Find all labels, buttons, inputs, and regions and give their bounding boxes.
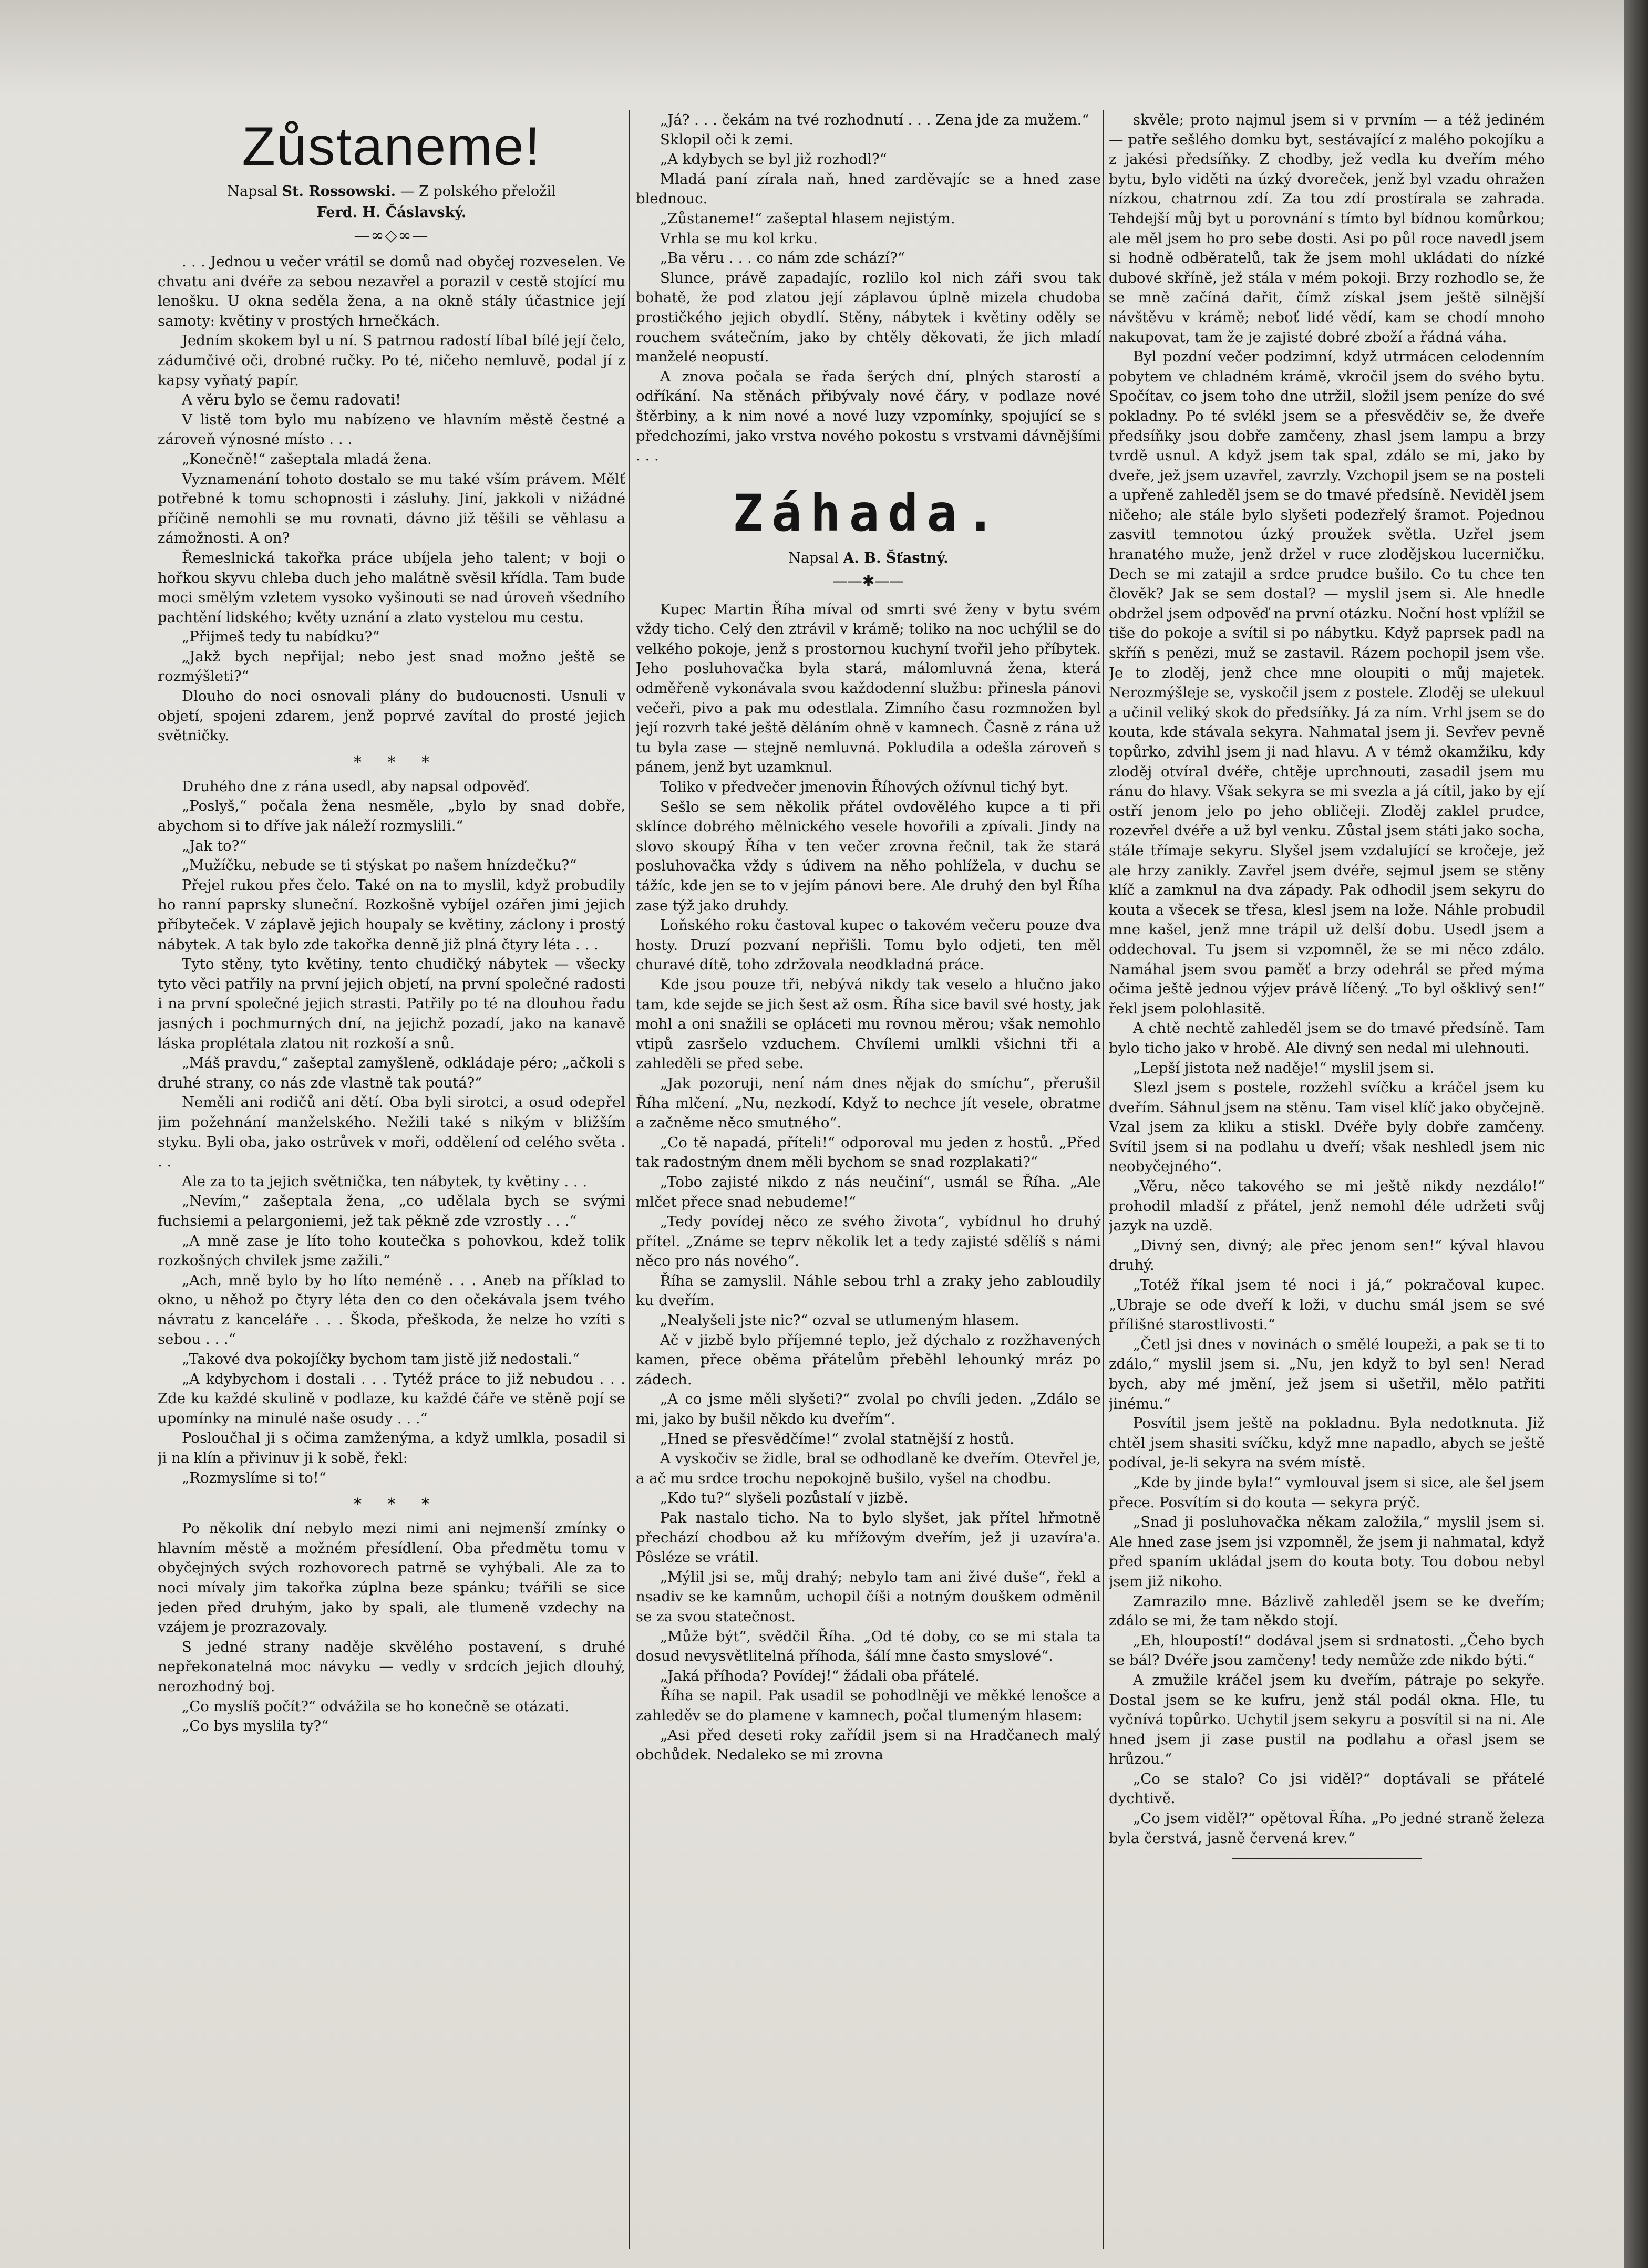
paragraph: „Máš pravdu,“ zašeptal zamyšleně, odkládaje péro; „ačkoli s druhé strany, co nás zde vlastně tak poutá?“ bbox=[158, 1054, 625, 1091]
column-3 bbox=[1109, 110, 1545, 2249]
paragraph: „Mužíčku, nebude se ti stýskat po našem hnízdečku?“ bbox=[182, 857, 577, 874]
story-text bbox=[158, 1519, 625, 1736]
byline-middle: — Z polského přeložil bbox=[400, 183, 556, 200]
section-break-stars: * * * bbox=[353, 1495, 430, 1514]
author-name: St. Rossowski. bbox=[282, 183, 396, 200]
paragraph: „Jaká příhoda? Povídej!“ žádali oba přátelé. bbox=[660, 1667, 980, 1684]
paragraph: „Hned se přesvědčíme!“ zvolal statnější z hostů. bbox=[660, 1430, 1014, 1447]
paragraph: „Jak pozoruji, není nám dnes nějak do smíchu“, přerušil Říha mlčení. „Nu, nezkodí. Když to nechce jít vesele, obratme a začněme něco smutného“. bbox=[636, 1074, 1101, 1132]
paragraph: „Ach, mně bylo by ho líto neméně . . . Aneb na příklad to okno, u něhož po čtyry léta den co den očekávala jsem tvého návratu z kanceláře . . . Škoda, přeškoda, že nelze ho vzíti s sebou . . .“ bbox=[158, 1271, 625, 1348]
paragraph: A znova počala se řada šerých dní, plných starostí a odříkání. Na stěnách přibývaly nové čáry, v podlaze nové štěrbiny, a k nim nové a nové luzy vzpomínky, spojující se s předchozími, jako vrstva nového pokostu s vrstvami dávnějšími . . . bbox=[636, 368, 1101, 464]
paragraph: Loňského roku častoval kupec o takovém večeru pouze dva hosty. Druzí pozvaní nepřišli. Tomu bylo odjeti, ten měl churavé dítě, toho zdržovala neodkladná práce. bbox=[636, 917, 1101, 974]
story-text bbox=[636, 600, 1101, 1765]
story-byline bbox=[158, 181, 625, 202]
author-name: A. B. Šťastný. bbox=[843, 550, 949, 566]
story-title: Zůstaneme! bbox=[242, 116, 541, 177]
paragraph: „A kdybych se byl již rozhodl?“ bbox=[660, 151, 887, 168]
paragraph: „Kdo tu?“ slyšeli pozůstalí v jizbě. bbox=[660, 1489, 909, 1507]
paragraph: Řemeslnická takořka práce ubíjela jeho talent; v boji o hořkou skyvu chleba duch jeho malátně svěsil křídla. Tam bude moci smělým vzletem vysoko vyšinouti se nad úroveň všedního pachtění lidského; květy uznání a zlato vystelou mu cestu. bbox=[158, 549, 625, 626]
paragraph: Říha se zamyslil. Náhle sebou trhl a zraky jeho zabloudily ku dveřím. bbox=[636, 1272, 1101, 1309]
paragraph: Mladá paní zírala naň, hned zarděvajíc se a hned zase blednouc. bbox=[636, 170, 1101, 208]
paragraph: Toliko v předvečer jmenovin Říhových ožívnul tichý byt. bbox=[660, 779, 1069, 796]
paragraph: „Kde by jinde byla!“ vymlouval jsem si sice, ale šel jsem přece. Posvítím si do kouta — sekyra prýč. bbox=[1109, 1474, 1545, 1511]
paragraph: „Divný sen, divný; ale přec jenom sen!“ kýval hlavou druhý. bbox=[1109, 1237, 1545, 1274]
paragraph: Sešlo se sem několik přátel ovdovělého kupce a ti při sklínce dobrého mělnického vesele hovořili a zpívali. Jindy na slovo skoupý Říha v ten večer zrovna řečnil, tak že stará posluhovačka vždy s údivem na něho pohlížela, v duchu se tážíc, kde jen se to v jejím pánovi bere. Ale druhý den byl Říha zase týž jako druhdy. bbox=[636, 798, 1101, 914]
paragraph: V listě tom bylo mu nabízeno ve hlavním městě čestné a zároveň výnosné místo . . . bbox=[158, 411, 625, 448]
paragraph: Vyznamenání tohoto dostalo se mu také vším právem. Mělť potřebné k tomu schopnosti i zásluhy. Jiní, jakkoli v nižádné příčině nemohli se mu rovnati, dávno již těšili se věhlasu a zámožnosti. A on? bbox=[158, 470, 625, 547]
column-rule bbox=[1103, 110, 1104, 2249]
paragraph: Přejel rukou přes čelo. Také on na to myslil, když probudily ho ranní paprsky sluneční. Rozkošně vybíjel ozářen jimi jejich příbyteček. V záplavě jejich houpaly se květiny, záclony i prostý nábytek. A tak bylo zde takořka denně již plná čtyry léta . . . bbox=[158, 876, 625, 953]
paragraph: „Zůstaneme!“ zašeptal hlasem nejistým. bbox=[660, 210, 955, 227]
ornament: —∞◇∞— bbox=[354, 226, 429, 245]
paragraph: Po několik dní nebylo mezi nimi ani nejmenší zmínky o hlavním městě a možném přesídlení. Oba předmětu tomu v obyčejných svých rozhovorech patrně se vyhýbali. Ale za to noci mívaly jim takořka zúplna beze spánku; tvářili se sice jeden před druhým, jako by spali, ale tlumeně vzdechy na vzájem je prozrazovaly. bbox=[158, 1520, 625, 1636]
paragraph: „Nealyšeli jste nic?“ ozval se utlumeným hlasem. bbox=[660, 1312, 1019, 1329]
paragraph: A vyskočiv se židle, bral se odhodlaně ke dveřím. Otevřel je, a ač mu srdce trochu nepokojně bušilo, vyšel na chodbu. bbox=[636, 1450, 1101, 1487]
column-2 bbox=[636, 110, 1101, 2249]
story-text bbox=[1109, 110, 1545, 1848]
paragraph: Posloučhal ji s očima zamženýma, a když umlkla, posadil si ji na klín a přivinuv ji k sobě, řekl: bbox=[158, 1430, 625, 1467]
ornament: ——✱—— bbox=[832, 572, 904, 589]
paragraph: Druhého dne z rána usedl, aby napsal odpověď. bbox=[182, 778, 530, 795]
paragraph: Posvítil jsem ještě na pokladnu. Byla nedotknuta. Již chtěl jsem shasiti svíčku, když mne napadlo, abych se ještě podíval, je-li sekyra na svém místě. bbox=[1109, 1415, 1545, 1472]
paragraph: „Takové dva pokojíčky bychom tam jistě již nedostali.“ bbox=[182, 1351, 580, 1368]
paragraph: „Co jsem viděl?“ opětoval Říha. „Po jedné straně železa byla čerstvá, jasně červená krev.“ bbox=[1109, 1810, 1545, 1847]
paragraph: „Já? . . . čekám na tvé rozhodnutí . . . Zena jde za mužem.“ bbox=[660, 111, 1089, 128]
paragraph: „Ba věru . . . co nám zde schází?“ bbox=[660, 250, 905, 267]
paragraph: Slunce, právě zapadajíc, rozlilo kol nich záři svou tak bohatě, že pod zlatou její záplavou úplně mizela chudoba prostičkého jejich obydlí. Stěny, nábytek i květiny oděly se rouchem svátečním, jako by chtěly děkovati, že jich mladí manželé neopustí. bbox=[636, 269, 1101, 366]
paragraph: Kde jsou pouze tři, nebývá nikdy tak veselo a hlučno jako tam, kde sejde se jich šest až osm. Říha sice bavil své hosty, jak mohl a oni snažili se opláceti mu rovnou měrou; však nemohlo vtipů zasršelo vzduchem. Chvílemi umlkli všichni tři a zahleděli se před sebe. bbox=[636, 976, 1101, 1072]
translator-line bbox=[158, 202, 625, 223]
paragraph: S jedné strany naděje skvělého postavení, s druhé nepřekonatelná moc návyku — vedly v srdcích jejich dlouhý, nerozhodný boj. bbox=[158, 1638, 625, 1695]
end-rule bbox=[1232, 1858, 1422, 1859]
byline-prefix: Napsal bbox=[788, 550, 839, 566]
paragraph: „Eh, hloupostí!“ dodával jsem si srdnatosti. „Čeho bych se bál? Dvéře jsou zamčeny! tedy nemůže zde nikdo býti.“ bbox=[1109, 1632, 1545, 1669]
paragraph: „Co se stalo? Co jsi viděl?“ doptávali se přátelé dychtivě. bbox=[1109, 1770, 1545, 1807]
paragraph: Zamrazilo mne. Bázlivě zahleděl jsem se ke dveřím; zdálo se mi, že tam někdo stojí. bbox=[1109, 1592, 1545, 1630]
paragraph: „Rozmyslíme si to!“ bbox=[182, 1469, 326, 1486]
byline-prefix: Napsal bbox=[227, 183, 277, 200]
paragraph: skvěle; proto najmul jsem si v prvním — a též jediném — patře sešlého domku byt, sestávající z malého pokojíku a z jakési předsíňky. Z chodby, jež vedla ku dveřím mého bytu, bylo viděti na úzký dvoreček, jenž byl vzadu ohražen nízkou, chatrnou zdí. Za tou zdí prostírala se zahrada. Tehdejší můj byt u porovnání s tímto byl bídnou komůrkou; ale měl jsem ho pro sebe dosti. Asi po půl roce navedl jsem si hodně odběratelů, tak že jsem mohl ukládati do nízké dubové skříně, jež stála v mém pokoji. Brzy rozhodlo se, že se mně začíná dařit, čímž získal jsem ještě silnější návštěvu v krámě; neboť lidé vědí, kam se chodí mnoho nakupovat, tam že je zajisté dobré zboží a řádná váha. bbox=[1109, 111, 1545, 346]
paragraph: A chtě nechtě zahleděl jsem se do tmavé předsíně. Tam bylo ticho jako v hrobě. Ale divný sen nedal mi ulehnouti. bbox=[1109, 1020, 1545, 1057]
paragraph: Sklopil oči k zemi. bbox=[660, 131, 794, 148]
paragraph: „Co bys myslila ty?“ bbox=[182, 1717, 329, 1735]
paragraph: „Jak to?“ bbox=[182, 837, 247, 854]
paragraph: „A co jsme měli slyšeti?“ zvolal po chvíli jeden. „Zdálo se mi, jako by bušil někdo ku dveřím“. bbox=[636, 1391, 1101, 1428]
paragraph: „Co myslíš počít?“ odvážila se ho konečně se otázati. bbox=[182, 1697, 570, 1715]
column-1 bbox=[158, 110, 625, 2249]
paragraph: A zmužile kráčel jsem ku dveřím, pátraje po sekyře. Dostal jsem se ke kufru, jenž stál podál okna. Hle, tu vyčnívá topůrko. Uchytil jsem sekyru a posvítil si na ni. Ale hned jsem ji zase pustil na podlahu a ořasl jsem se hrůzou.“ bbox=[1109, 1671, 1545, 1768]
paragraph: „Snad ji posluhovačka někam založila,“ myslil jsem si. Ale hned zase jsem jsi vzpomněl, že jsem ji nahmatal, když před spaním ukládal jsem do kouta boty. Tou dobou nebyl jsem již nikoho. bbox=[1109, 1514, 1545, 1590]
column-rule bbox=[629, 110, 630, 2249]
paragraph: „Četl jsi dnes v novinách o smělé loupeži, a pak se ti to zdálo,“ myslil jsem si. „Nu, jen když to byl sen! Nerad bych, aby mé jmění, jež jsem si ušetřil, mělo patřiti jinému.“ bbox=[1109, 1335, 1545, 1412]
translator-name: Ferd. H. Čáslavský. bbox=[316, 204, 467, 221]
paragraph: „A mně zase je líto toho koutečka s pohovkou, kdež tolik rozkošných chvilek jsme zažili.“ bbox=[158, 1232, 625, 1269]
paragraph: Ale za to ta jejich světnička, ten nábytek, ty květiny . . . bbox=[182, 1173, 588, 1190]
paragraph: . . . Jednou u večer vrátil se domů nad obyčej rozveselen. Ve chvatu ani dvéře za sebou nezavřel a porazil v cestě stojící mu lenošku. U okna seděla žena, a na okně stály účastnice její samoty: květiny v prostých hrnečkách. bbox=[158, 253, 625, 329]
paragraph: Pak nastalo ticho. Na to bylo slyšet, jak přítel hřmotně přechází chodbou až ku mřížovým dveřím, jež ji uzavíra'a. Pôsléze se vrátil. bbox=[636, 1509, 1101, 1566]
paragraph: Kupec Martin Říha míval od smrti své ženy v bytu svém vždy ticho. Celý den ztrávil v krámě; toliko na noc uchýlil se do velkého pokoje, jenž s prostornou kuchyní tvořil jeho příbytek. Jeho posluhovačka byla stará, málomluvná žena, která odměřeně vykonávala svou každodenní službu: přinesla pánovi večeři, pivo a pak mu odestlala. Zimního času rozmnožen byl její rozvrh také ještě děláním ohně v kamnech. Časně z rána už tu byla zase — stejně nemluvná. Pokludila a odešla zároveň s pánem, jenž byt uzamknul. bbox=[636, 600, 1101, 776]
paragraph: Slezl jsem s postele, rozžehl svíčku a kráčel jsem ku dveřím. Sáhnul jsem na stěnu. Tam visel klíč jako obyčejně. Vzal jsem za kliku a stiskl. Dvéře byly dobře zamčeny. Svítil jsem si na podlahu u dveří; však neshledl jsem nic neobyčejného“. bbox=[1109, 1079, 1545, 1175]
story-title: Záhada. bbox=[733, 483, 1004, 543]
paragraph: Jedním skokem byl u ní. S patrnou radostí líbal bílé její čelo, zádumčivé oči, drobné ručky. Po té, ničeho nemluvě, podal jí z kapsy vyňatý papír. bbox=[158, 332, 625, 389]
story-text bbox=[158, 252, 625, 746]
paragraph: Říha se napil. Pak usadil se pohodlněji ve měkké lenošce a zahleděv se do plamene v kamnech, počal tlumeným hlasem: bbox=[636, 1687, 1101, 1724]
paragraph: „Jakž bych nepřijal; nebo jest snad možno ještě se rozmýšleti?“ bbox=[158, 648, 625, 685]
paragraph: „Tedy povídej něco ze svého života“, vybídnul ho druhý přítel. „Známe se teprv několik let a tedy zajisté sdělíš s námi něco pro nás nového“. bbox=[636, 1213, 1101, 1270]
paragraph: „Lepší jistota než naděje!“ myslil jsem si. bbox=[1133, 1059, 1435, 1076]
paragraph: A věru bylo se čemu radovati! bbox=[182, 391, 401, 409]
paragraph: Byl pozdní večer podzimní, když utrmácen celodenním pobytem ve chladném krámě, vkročil jsem do svého bytu. Spočítav, co jsem toho dne utržil, složil jsem peníze do své pokladny. Po té svlékl jsem se a přesvědčiv se, že dveře předsíňky jsou dobře zamčeny, zhasl jsem lampu a brzy tvrdě usnul. A když jsem tak spal, zdálo se mi, jako by dveře, jež jsem uzavřel, zavrzly. Vzchopil jsem se na posteli a upřeně zahleděl jsem se do tmavé předsíně. Neviděl jsem ničeho; ale stále bylo slyšeti podezřelý šramot. Pojednou zasvitl temnotou úzký proužek světla. Uzřel jsem hranatého muže, jenž držel v ruce zlodějskou lucerničku. Dech se mi zatajil a srdce prudce bušilo. Co tu chce ten člověk? Jak se sem dostal? — myslil jsem si. Ale hnedle obdržel jsem odpověď na první otázku. Noční host vplížil se tiše do pokoje a svítil si po nábytku. Když paprsek padl na skříň s penězi, muž se zastavil. Rázem pochopil jsem vše. Je to zloděj, jenž chce mne oloupiti o můj majetek. Nerozmýšleje se, vyskočil jsem z postele. Zloděj se ulekuul a učinil veliký skok do předsíňky. Já za ním. Vrhl jsem se do kouta, kde stávala sekyra. Nahmatal jsem ji. Sevřev pevně topůrko, zdvihl jsem ji nad hlavu. A v témž okamžiku, kdy zloděj otvíral dvéře, chtěje uprchnouti, zasadil jsem mu ránu do hlavy. Však sekyra se mi svezla a já cítil, jako by ejí ostří jenom jelo po jeho obličeji. Zloděj zaklel prudce, rozevřel dvéře a už byl venku. Zůstal jsem státi jako socha, stále třímaje sekyru. Slyšel jsem vzdalující se kročeje, jež ale hrzy zanikly. Zavřel jsem dvéře, sejmul jsem se stěny klíč a zamknul na dva západy. Pak odhodil jsem sekyru do kouta a všecek se třesa, klesl jsem na lože. Náhle probudil mne kašel, jenž mne trápil už delší dobu. Usedl jsem a oddechoval. Tu jsem si vzpomněl, že se mi něco zdálo. Namáhal jsem svou paměť a brzy odehrál se před mýma očima ještě jednou výjev právě líčený. „To byl ošklivý sen!“ řekl jsem polohlasitě. bbox=[1109, 348, 1545, 1017]
paragraph: „Asi před deseti roky zařídil jsem si na Hradčanech malý obchůdek. Nedaleko se mi zrovna bbox=[636, 1726, 1101, 1764]
paragraph: „Totéž říkal jsem té noci i já,“ pokračoval kupec. „Ubraje se ode dveří k loži, v duchu smál jsem se své přílišné starostlivosti.“ bbox=[1109, 1277, 1545, 1333]
paragraph: „A kdybychom i dostali . . . Tytéž práce to již nebudou . . . Zde ku každé skulině v podlaze, ku každé čáře ve stěně pojí se upomínky na minulé naše osudy . . .“ bbox=[158, 1370, 625, 1427]
paragraph: „Mýlil jsi se, můj drahý; nebylo tam ani živé duše“, řekl a nsadiv se ke kamnům, uchopil číši a notným douškem odměnil se za svou statečnost. bbox=[636, 1568, 1101, 1625]
paragraph: „Konečně!“ zašeptala mladá žena. bbox=[182, 450, 432, 468]
paragraph: „Tobo zajisté nikdo z nás neučiní“, usmál se Říha. „Ale mlčet přece snad nebudeme!“ bbox=[636, 1173, 1101, 1210]
paragraph: „Přijmeš tedy tu nabídku?“ bbox=[182, 628, 380, 646]
paragraph: „Poslyš,“ počala žena nesměle, „bylo by snad dobře, abychom si to dříve jak náleží rozmyslili.“ bbox=[158, 798, 625, 835]
paragraph: „Nevím,“ zašeptala žena, „co udělala bych se svými fuchsiemi a pelargoniemi, jež tak pěkně zde vzrostly . . .“ bbox=[158, 1193, 625, 1229]
story-text bbox=[158, 777, 625, 1488]
story-byline bbox=[636, 548, 1101, 569]
story-text bbox=[636, 110, 1101, 466]
paragraph: „Co tě napadá, příteli!“ odporoval mu jeden z hostů. „Před tak radostným dnem měli bychom se snad rozplakati?“ bbox=[636, 1134, 1101, 1171]
paragraph: „Věru, něco takového se mi ještě nikdy nezdálo!“ prohodil mladší z přátel, jenž nemohl déle udržeti svůj jazyk na uzdě. bbox=[1109, 1178, 1545, 1235]
section-break-stars: * * * bbox=[353, 753, 430, 772]
page-binding-edge bbox=[1624, 0, 1648, 2268]
paragraph: Vrhla se mu kol krku. bbox=[660, 230, 818, 247]
paragraph: „Může být“, svědčil Říha. „Od té doby, co se mi stala ta dosud nevysvětlitelná příhoda, šálí mne často smyslové“. bbox=[636, 1628, 1101, 1665]
paragraph: Dlouho do noci osnovali plány do budoucnosti. Usnuli v objetí, spojeni zdarem, jenž poprvé zavítal do prosté jejich světničky. bbox=[158, 688, 625, 744]
paragraph: Ač v jizbě bylo příjemné teplo, jež dýchalo z rozžhavených kamen, přece oběma přátelům přeběhl lehounký mráz po zádech. bbox=[636, 1331, 1101, 1388]
paragraph: Neměli ani rodičů ani dětí. Oba byli sirotci, a osud odepřel jim požehnání manželského. Nežili také s nikým v bližším styku. Byli oba, jako ostrůvek v moři, oddělení od celého světa . . . bbox=[158, 1094, 625, 1171]
paragraph: Tyto stěny, tyto květiny, tento chudičký nábytek — všecky tyto věci patřily na první jejich objetí, na první společné radosti i na první společné jejich strasti. Patřily po té na dlouhou řadu jasných i pochmurných dní, na jejichž pozadí, jako na kanavě láska proplétala zlatou nit rozkoší a snů. bbox=[158, 956, 625, 1052]
